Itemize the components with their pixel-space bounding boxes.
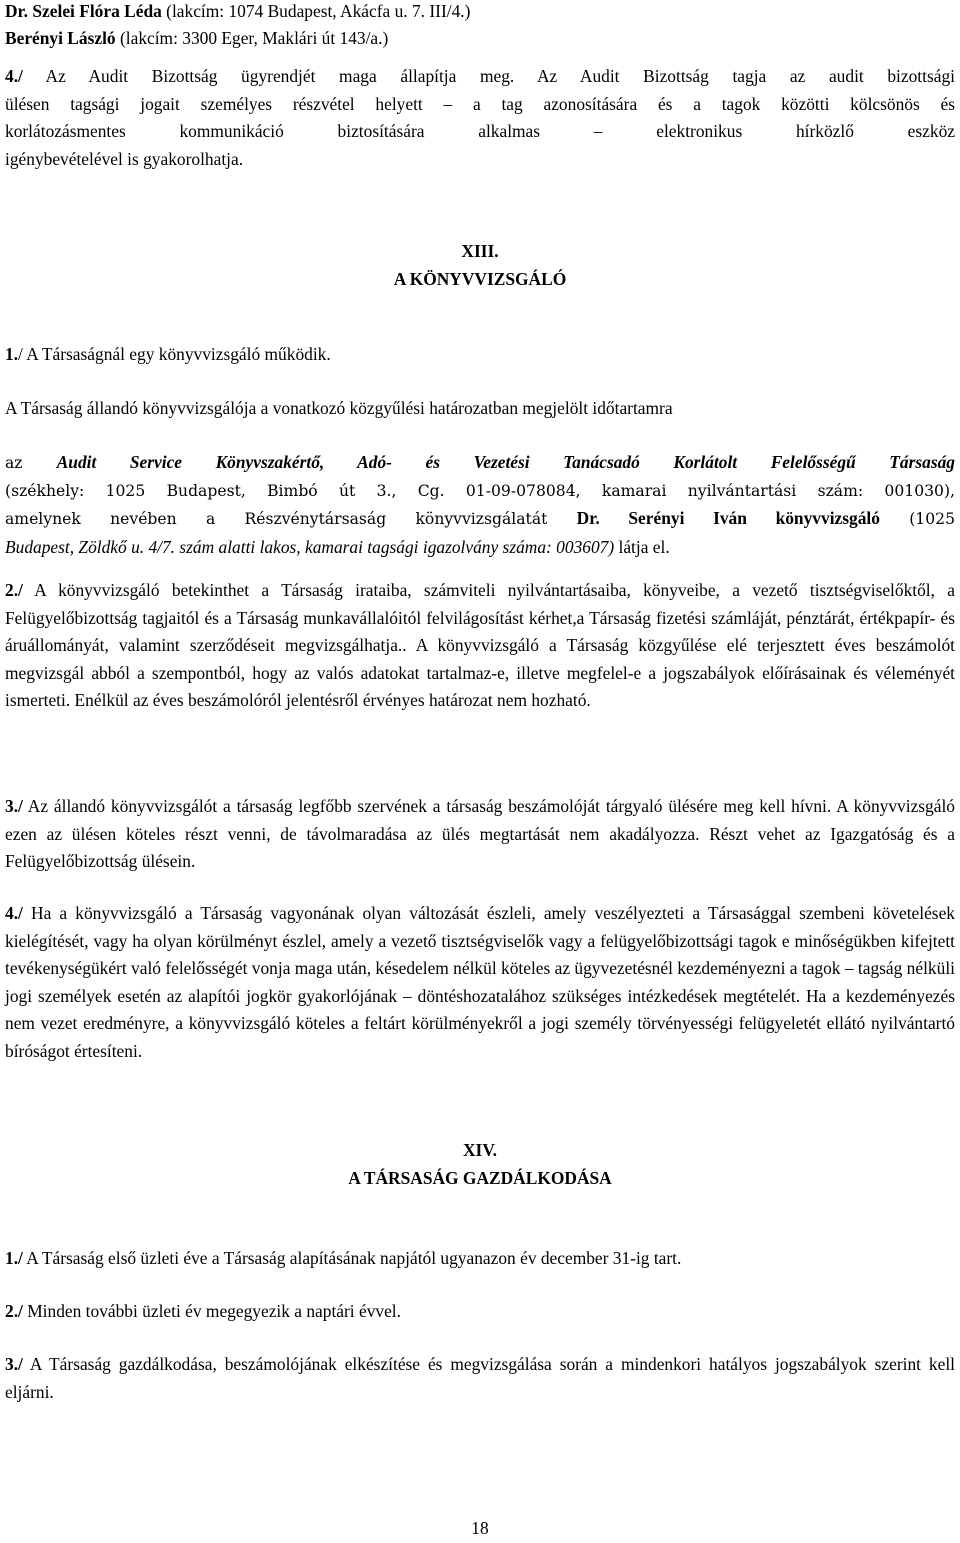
para-4-line-3: korlátozásmentes kommunikáció biztosítására alkalmas – elektronikus hírközlő eszköz bbox=[5, 121, 955, 142]
section-13-p1-text: / A Társaságnál egy könyvvizsgáló működik. bbox=[18, 344, 331, 364]
section-14-p3-number: 3./ bbox=[5, 1354, 23, 1374]
section-14-p3-text: A Társaság gazdálkodása, beszámolójának elkészítése és megvizsgálása során a mindenkori hatályos jogszabályok szerint kell eljárni. bbox=[5, 1354, 955, 1402]
section-13-p4-text: Ha a könyvvizsgáló a Társaság vagyonának olyan változását észleli, amely veszélyezteti a Társasággal szembeni követelések kielégítését, vagy ha olyan körülményt észlel, amely a vezető tisztségviselők vagy a felügyelőbizottsági tagok e minőségükben kifejtett tevékenységükért való felelősségét vonja maga után, késedelem nélkül köteles az ügyvezetésnél kezdeményezni a tagok – tagság nélküli jogi személyek esetén az alapítói jogkör gyakorlójának – döntéshozatalához szükséges intézkedések megtételét. Ha a kezdeményezés nem vezet eredményre, a könyvvizsgáló köteles a feltárt körülményekről a jogi személy törvényességi felügyeletét ellátó nyilvántartó bíróságot értesíteni. bbox=[5, 903, 955, 1061]
section-13-p2-text: A könyvvizsgáló betekinthet a Társaság irataiba, számviteli nyilvántartásaiba, könyveibe, a vezető tisztségviselőktől, a Felügyelőbizottság tagjaitól és a Társaság munkavállalóitól felvilágosítást kérhet,a Társaság fizetési számláját, pénztárát, értékpapír- és áruállományát, valamint szerződéseit megvizsgálhatja.. A könyvvizsgáló a Társaság közgyűlése elé terjesztett éves beszámolót megvizsgál abból a szempontból, hogy az valós adatokat tartalmaz-e, illetve megfelel-e a jogszabályok előírásainak és véleményét ismerteti. Enélkül az éves beszámolóról jelentésről érvényes határozat nem hozható. bbox=[5, 580, 955, 711]
section-13-p3-text: Az állandó könyvvizsgálót a társaság legfőbb szervének a társaság beszámolóját tárgyaló ülésére meg kell hívni. A könyvvizsgáló ezen az ülésen köteles részt venni, de távolmaradása az ülés megtartását nem akadályozza. Részt vehet az Igazgatóság és a Felügyelőbizottság ülésein. bbox=[5, 796, 955, 872]
section-13-p2 bbox=[5, 577, 955, 715]
audit-company-seat: (székhely: 1025 Budapest, Bimbó út 3., Cg. 01-09-078084, kamarai nyilvántartási szám: 001030), bbox=[5, 481, 955, 500]
section-13-p1b-text: A Társaság állandó könyvvizsgálója a vonatkozó közgyűlési határozatban megjelölt időtartamra bbox=[5, 398, 673, 418]
section-14-p1-number: 1./ bbox=[5, 1248, 23, 1268]
section-14-heading bbox=[5, 1137, 955, 1192]
para-4-line-2: ülésen tagsági jogait személyes részvétel helyett – a tag azonosítására és a tagok közötti kölcsönös és bbox=[5, 93, 955, 114]
section-13-p3-number: 3./ bbox=[5, 796, 23, 816]
section-14-p2-number: 2./ bbox=[5, 1301, 23, 1321]
person1-name: Dr. Szelei Flóra Léda bbox=[5, 1, 162, 21]
para-4-number: 4./ bbox=[5, 66, 23, 86]
audit-committee-paragraph bbox=[5, 63, 955, 173]
para-4-line-4: igénybevételével is gyakorolhatja. bbox=[5, 148, 244, 169]
audit-line-3-pre: amelynek nevében a Részvénytársaság könyvvizsgálatát bbox=[5, 510, 577, 529]
person2-address: (lakcím: 3300 Eger, Maklári út 143/a.) bbox=[115, 28, 389, 48]
header-line-1 bbox=[5, 0, 955, 26]
section-13-p1 bbox=[5, 341, 955, 369]
para-4-line-1: Az Audit Bizottság ügyrendjét maga állapítja meg. Az Audit Bizottság tagja az audit bizottsági bbox=[22, 66, 955, 86]
audit-line-3-post: (1025 bbox=[879, 510, 955, 529]
section-13-heading bbox=[5, 238, 955, 293]
person2-name: Berényi László bbox=[5, 28, 116, 48]
section-13-p3 bbox=[5, 793, 955, 876]
section-13-title: A KÖNYVVIZSGÁLÓ bbox=[393, 268, 567, 289]
audit-company-name: Audit Service Könyvszakértő, Adó- és Vezetési Tanácsadó Korlátolt Felelősségű Társaság bbox=[56, 452, 955, 472]
section-13-p4 bbox=[5, 900, 955, 1066]
header-line-2 bbox=[5, 25, 955, 53]
section-14-number: XIV. bbox=[463, 1140, 497, 1160]
section-14-title: A TÁRSASÁG GAZDÁLKODÁSA bbox=[348, 1167, 612, 1188]
audit-az: az bbox=[5, 454, 57, 472]
section-14-p1 bbox=[5, 1245, 955, 1273]
person1-address: (lakcím: 1074 Budapest, Akácfa u. 7. III/4.) bbox=[161, 1, 471, 21]
section-13-p1-number: 1. bbox=[5, 344, 19, 364]
section-14-p2-text: Minden további üzleti év megegyezik a naptári évvel. bbox=[22, 1301, 401, 1321]
page-number: 18 bbox=[471, 1518, 489, 1538]
auditor-details-paragraph bbox=[5, 449, 955, 561]
auditor-address: Budapest, Zöldkő u. 4/7. szám alatti lakos, kamarai tagsági igazolvány száma: 003607) bbox=[5, 536, 615, 557]
section-13-p2-number: 2./ bbox=[5, 580, 23, 600]
section-13-number: XIII. bbox=[461, 241, 499, 261]
audit-line-4-post: látja el. bbox=[614, 536, 670, 557]
section-13-p1b bbox=[5, 395, 955, 423]
auditor-name: Dr. Serényi Iván könyvvizsgáló bbox=[576, 508, 880, 529]
section-14-p3 bbox=[5, 1351, 955, 1406]
section-14-p2 bbox=[5, 1298, 955, 1326]
section-14-p1-text: A Társaság első üzleti éve a Társaság alapításának napjától ugyanazon év december 31-ig tart. bbox=[22, 1248, 682, 1268]
section-13-p4-number: 4./ bbox=[5, 903, 23, 923]
